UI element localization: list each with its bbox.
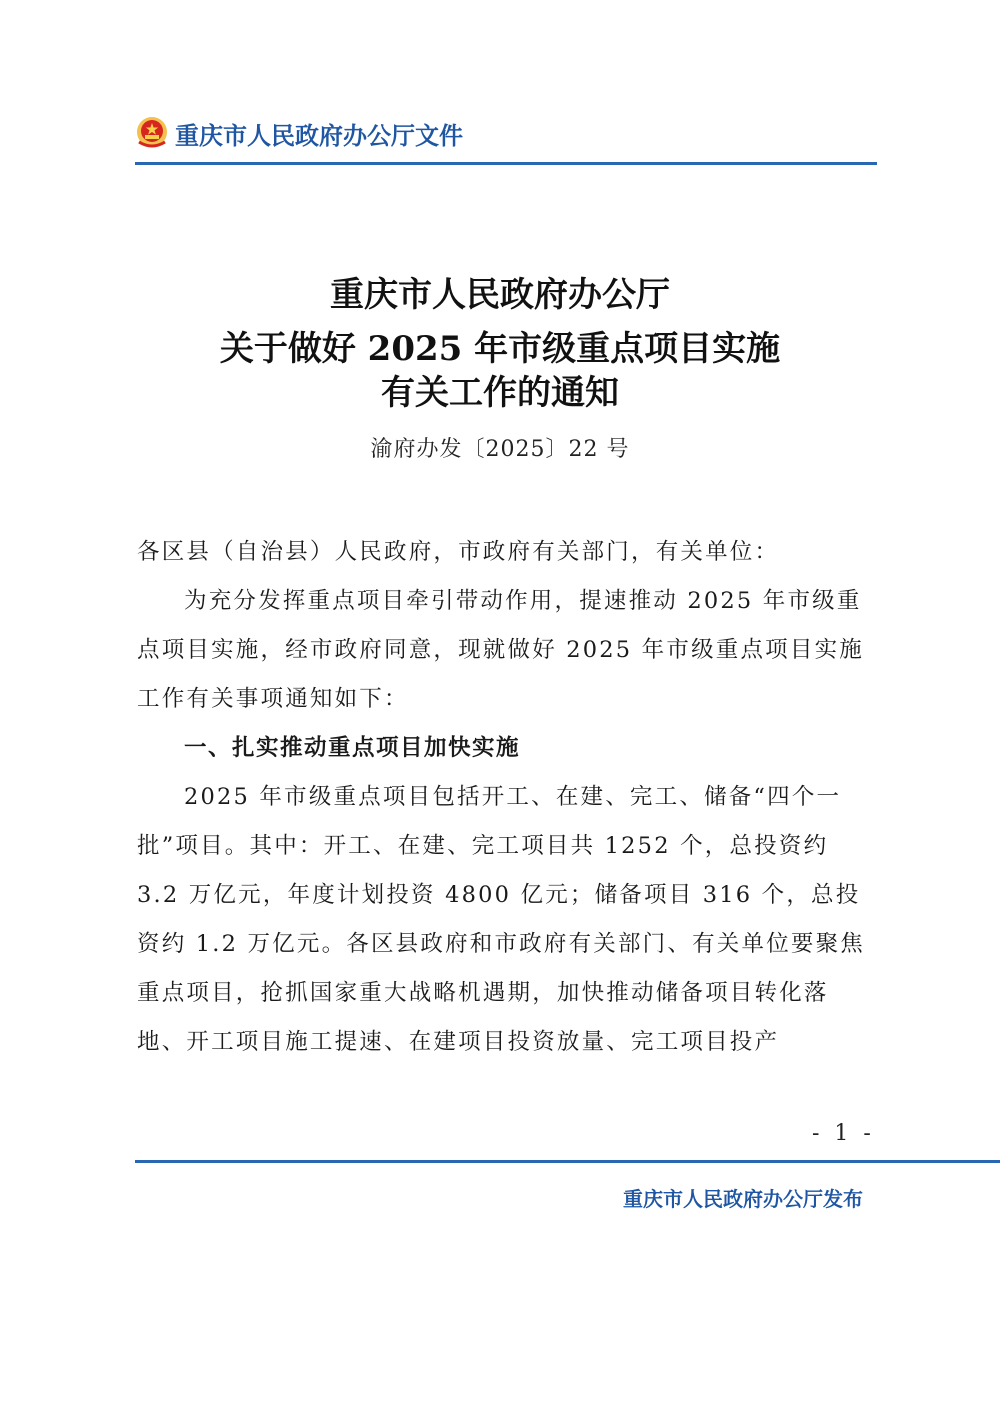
page-number: - 1 - [812, 1121, 875, 1146]
section-heading: 一、扎实推动重点项目加快实施 [184, 735, 521, 761]
document-body [137, 528, 877, 1067]
document-number: 渝府办发〔2025〕22 号 [370, 437, 630, 462]
header-divider [135, 162, 877, 165]
document-header [135, 113, 463, 153]
publisher-label: 重庆市人民政府办公厅发布 [623, 1187, 863, 1211]
national-emblem-icon [135, 116, 169, 150]
document-title-line-1: 重庆市人民政府办公厅 [330, 275, 670, 315]
document-title-line-2: 关于做好 2025 年市级重点项目实施 [219, 329, 781, 369]
footer-divider [135, 1160, 1000, 1163]
section-paragraph: 2025 年市级重点项目包括开工、在建、完工、储备“四个一批”项目。其中：开工、在建、完工项目共 1252 个，总投资约 3.2 万亿元，年度计划投资 4800 亿元；储备项目 316 个，总投资约 1.2 万亿元。各区县政府和市政府有关部门、有关单位要聚焦重点项目，抢抓国家重大战略机遇期，加快推动储备项目转化落地、开工项目施工提速、在建项目投资放量、完工项目投产 [137, 784, 865, 1055]
document-title-line-3: 有关工作的通知 [381, 373, 619, 413]
org-title: 重庆市人民政府办公厅文件 [175, 121, 463, 150]
intro-paragraph: 为充分发挥重点项目牵引带动作用，提速推动 2025 年市级重点项目实施，经市政府同意，现就做好 2025 年市级重点项目实施工作有关事项通知如下： [137, 588, 864, 712]
salutation: 各区县（自治县）人民政府，市政府有关部门，有关单位： [137, 539, 780, 565]
